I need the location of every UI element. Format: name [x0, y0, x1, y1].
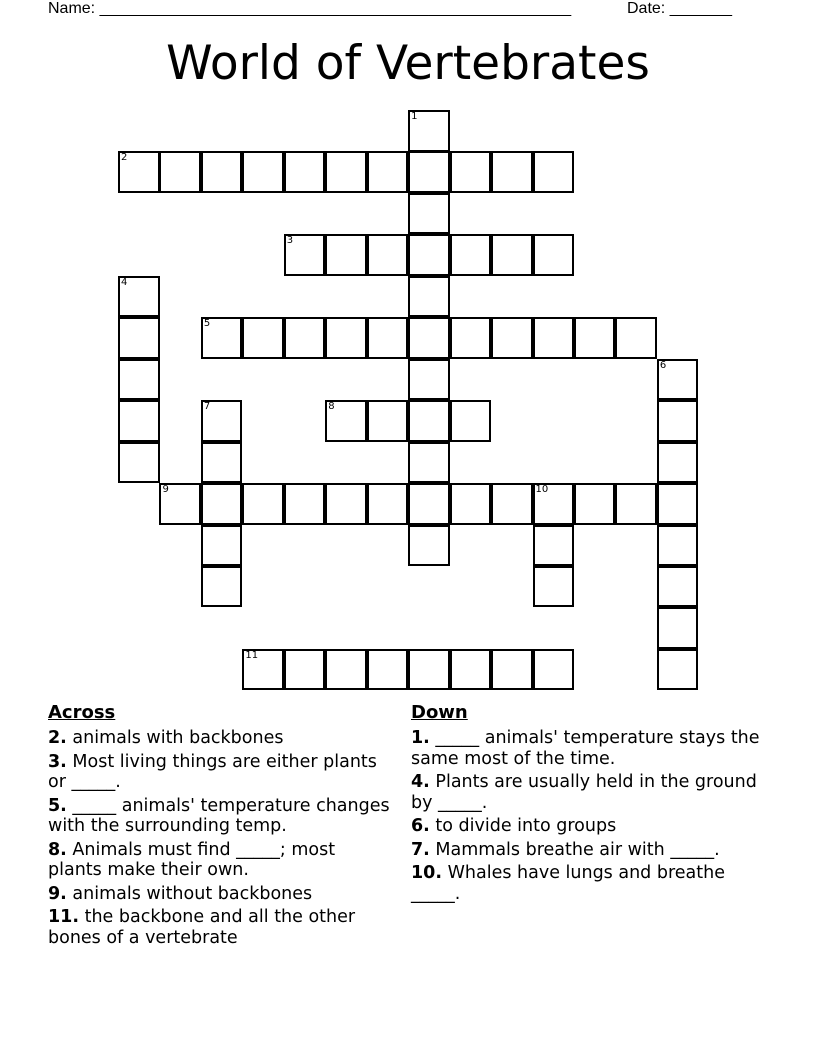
down-heading: Down: [411, 702, 468, 723]
grid-cell[interactable]: [574, 483, 616, 525]
grid-cell[interactable]: [450, 317, 492, 359]
grid-cell[interactable]: [118, 400, 160, 442]
grid-cell[interactable]: [367, 649, 409, 691]
grid-cell[interactable]: [201, 442, 243, 484]
grid-cell[interactable]: [491, 649, 533, 691]
grid-cell[interactable]: [533, 483, 575, 525]
grid-cell[interactable]: [201, 400, 243, 442]
grid-cell[interactable]: [201, 525, 243, 567]
clue-number: 2: [121, 152, 128, 164]
grid-cell[interactable]: [408, 317, 450, 359]
grid-cell[interactable]: [408, 151, 450, 193]
clue-number: 8: [328, 401, 335, 413]
grid-cell[interactable]: [657, 607, 699, 649]
grid-cell[interactable]: [450, 151, 492, 193]
clue-number: 4: [121, 276, 128, 288]
grid-cell[interactable]: [657, 566, 699, 608]
grid-cell[interactable]: [533, 317, 575, 359]
grid-cell[interactable]: [408, 276, 450, 318]
grid-cell[interactable]: [367, 151, 409, 193]
grid-cell[interactable]: [201, 483, 243, 525]
grid-cell[interactable]: [408, 525, 450, 567]
clue-across-8: 8. Animals must find _____; most plants make their own.: [48, 839, 336, 880]
grid-cell[interactable]: [450, 483, 492, 525]
grid-cell[interactable]: [408, 442, 450, 484]
grid-cell[interactable]: [408, 359, 450, 401]
grid-cell[interactable]: [615, 483, 657, 525]
grid-cell[interactable]: [450, 400, 492, 442]
grid-cell[interactable]: [491, 151, 533, 193]
grid-cell[interactable]: [159, 151, 201, 193]
grid-cell[interactable]: [408, 193, 450, 235]
grid-cell[interactable]: [450, 649, 492, 691]
grid-cell[interactable]: [118, 442, 160, 484]
grid-cell[interactable]: [408, 649, 450, 691]
grid-cell[interactable]: [533, 151, 575, 193]
date-field[interactable]: Date: _______: [627, 0, 732, 17]
clue-across-2: 2. animals with backbones: [48, 728, 284, 748]
grid-cell[interactable]: [367, 483, 409, 525]
grid-cell[interactable]: [159, 483, 201, 525]
clue-across-9: 9. animals without backbones: [48, 883, 313, 904]
grid-cell[interactable]: [574, 317, 616, 359]
grid-cell[interactable]: [408, 234, 450, 276]
grid-cell[interactable]: [367, 400, 409, 442]
grid-cell[interactable]: [657, 525, 699, 567]
clue-down-4: 4. Plants are usually held in the ground by _____.: [411, 772, 757, 813]
grid-cell[interactable]: [533, 566, 575, 608]
grid-cell[interactable]: [408, 110, 450, 152]
clue-number: 1: [411, 111, 418, 122]
grid-cell[interactable]: [533, 234, 575, 276]
grid-cell[interactable]: [533, 525, 575, 567]
name-field[interactable]: Name: _____________________________________________________: [48, 0, 572, 17]
grid-cell[interactable]: [367, 234, 409, 276]
grid-cell[interactable]: [491, 317, 533, 359]
clue-number: 7: [203, 401, 211, 413]
grid-cell[interactable]: [657, 400, 699, 442]
clue-number: 5: [203, 318, 211, 330]
clue-down-10: 10. Whales have lungs and breathe _____.: [411, 863, 725, 904]
grid-cell[interactable]: [450, 234, 492, 276]
grid-cell[interactable]: [201, 317, 243, 359]
grid-cell[interactable]: [491, 483, 533, 525]
grid-cell[interactable]: [533, 649, 575, 691]
grid-cell[interactable]: [657, 649, 699, 691]
grid-cell[interactable]: [118, 276, 160, 318]
grid-cell[interactable]: [284, 151, 326, 193]
grid-cell[interactable]: [491, 234, 533, 276]
down-clues: [411, 702, 761, 907]
grid-cell[interactable]: [242, 483, 284, 525]
clue-down-6: 6. to divide into groups: [411, 816, 617, 836]
grid-cell[interactable]: [408, 400, 450, 442]
clue-number: 3: [286, 235, 294, 247]
grid-cell[interactable]: [325, 317, 367, 359]
grid-cell[interactable]: [615, 317, 657, 359]
clue-across-5: 5. _____ animals' temperature changes with the surrounding temp.: [48, 795, 390, 836]
grid-cell[interactable]: [367, 317, 409, 359]
grid-cell[interactable]: [284, 234, 326, 276]
grid-cell[interactable]: [325, 483, 367, 525]
across-clues: [48, 702, 393, 951]
grid-cell[interactable]: [118, 317, 160, 359]
grid-cell[interactable]: [325, 151, 367, 193]
grid-cell[interactable]: [284, 649, 326, 691]
grid-cell[interactable]: [325, 649, 367, 691]
grid-cell[interactable]: [284, 317, 326, 359]
grid-cell[interactable]: [118, 359, 160, 401]
grid-cell[interactable]: [657, 359, 699, 401]
grid-cell[interactable]: [242, 317, 284, 359]
grid-cell[interactable]: [201, 566, 243, 608]
clue-across-3: 3. Most living things are either plants or _____.: [48, 751, 377, 792]
grid-cell[interactable]: [657, 442, 699, 484]
clue-number: 6: [659, 359, 667, 371]
clue-number: 10: [535, 484, 549, 496]
clue-number: 9: [162, 484, 169, 496]
grid-cell[interactable]: [118, 151, 160, 193]
clue-down-7: 7. Mammals breathe air with _____.: [411, 839, 720, 860]
grid-cell[interactable]: [242, 151, 284, 193]
grid-cell[interactable]: [242, 649, 284, 691]
grid-cell[interactable]: [284, 483, 326, 525]
puzzle-title: World of Vertebrates: [166, 36, 650, 91]
grid-cell[interactable]: [657, 483, 699, 525]
grid-cell[interactable]: [325, 234, 367, 276]
clue-down-1: 1. _____ animals' temperature stays the same most of the time.: [411, 728, 760, 769]
grid-cell[interactable]: [408, 483, 450, 525]
clue-number: 11: [245, 649, 259, 661]
grid-cell[interactable]: [325, 400, 367, 442]
across-heading: Across: [48, 702, 116, 723]
clue-across-11: 11. the backbone and all the other bones of a vertebrate: [48, 907, 356, 948]
grid-cell[interactable]: [201, 151, 243, 193]
